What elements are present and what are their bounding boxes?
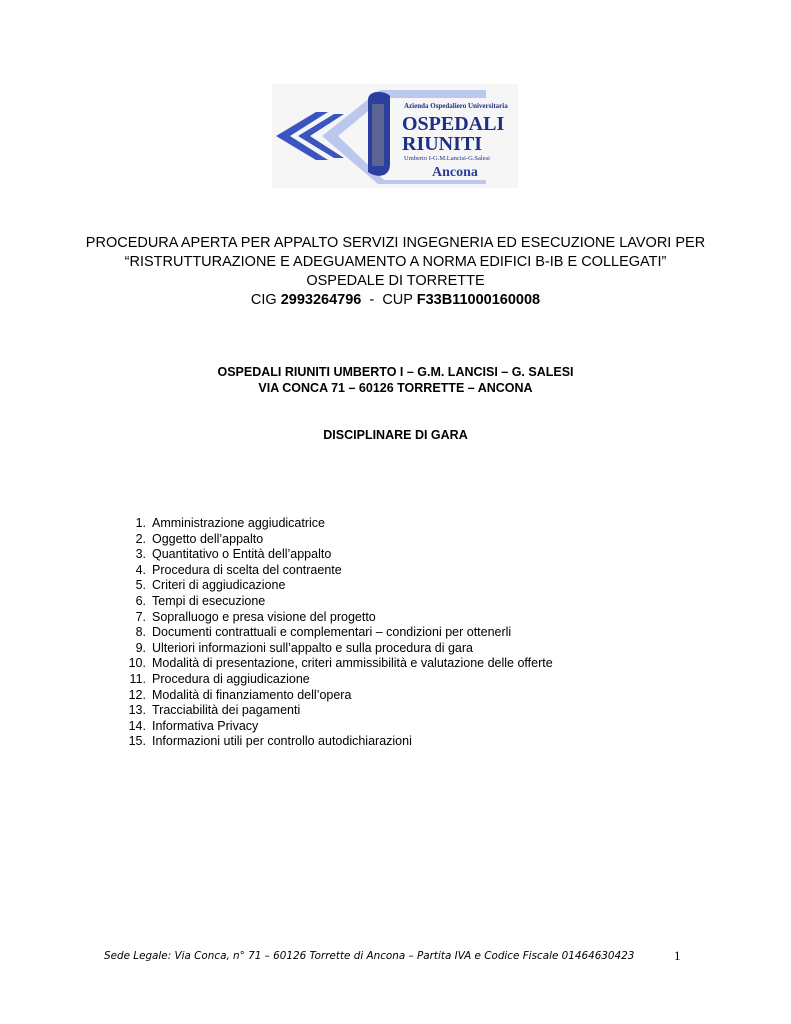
toc-item-label: Informativa Privacy: [152, 718, 259, 733]
toc-item: [120, 672, 553, 688]
cup-value: F33B11000160008: [416, 292, 541, 308]
logo-line3: RIUNITI: [402, 133, 483, 155]
procedure-title-line1: PROCEDURA APERTA PER APPALTO SERVIZI INGEGNERIA ED ESECUZIONE LAVORI PER: [85, 235, 706, 251]
toc-item-label: Ulteriori informazioni sull’appalto e sulla procedura di gara: [152, 640, 473, 655]
toc-item-number: 7.: [135, 609, 146, 624]
toc-item-number: 8.: [135, 625, 146, 640]
logo-line5: Ancona: [432, 165, 478, 180]
toc-item-number: 3.: [135, 547, 146, 562]
table-of-contents: [120, 516, 553, 750]
toc-item-number: 14.: [128, 718, 146, 733]
toc-item-number: 13.: [128, 703, 146, 718]
toc-item-label: Documenti contrattuali e complementari – condizioni per ottenerli: [152, 625, 512, 640]
toc-item: [120, 563, 553, 579]
toc-item: [120, 594, 553, 610]
toc-item-number: 9.: [135, 640, 146, 655]
toc-item-label: Tempi di esecuzione: [152, 593, 266, 608]
toc-item: [120, 641, 553, 657]
toc-item-number: 15.: [128, 734, 146, 749]
page-number: 1: [674, 948, 681, 963]
document-title: DISCIPLINARE DI GARA: [323, 428, 468, 442]
toc-item-number: 4.: [135, 562, 146, 577]
toc-item: [120, 516, 553, 532]
entity-address: VIA CONCA 71 – 60126 TORRETTE – ANCONA: [258, 381, 533, 395]
logo-line4: Umberto I-G.M.Lancisi-G.Salesi: [404, 155, 490, 162]
toc-item-number: 1.: [135, 516, 146, 530]
toc-item: [120, 610, 553, 626]
toc-item-label: Oggetto dell’appalto: [152, 531, 264, 546]
toc-item-label: Modalità di finanziamento dell’opera: [152, 687, 352, 702]
toc-item-label: Procedura di aggiudicazione: [152, 671, 310, 686]
toc-item-label: Modalità di presentazione, criteri ammissibilità e valutazione delle offerte: [152, 656, 553, 671]
toc-item: [120, 656, 553, 672]
toc-item-label: Sopralluogo e presa visione del progetto: [152, 609, 376, 624]
procedure-title-line2: “RISTRUTTURAZIONE E ADEGUAMENTO A NORMA EDIFICI B-IB E COLLEGATI”: [124, 254, 667, 270]
logo-line2: OSPEDALI: [402, 113, 505, 135]
toc-item-number: 5.: [135, 578, 146, 593]
toc-item: [120, 688, 553, 704]
toc-item-number: 11.: [129, 671, 146, 686]
toc-item: [120, 703, 553, 719]
toc-item: [120, 547, 553, 563]
toc-item-label: Amministrazione aggiudicatrice: [152, 516, 325, 530]
hospital-logo: [272, 84, 518, 188]
toc-item-label: Quantitativo o Entità dell’appalto: [152, 547, 332, 562]
cig-value: 2993264796: [280, 292, 362, 308]
cup-label: CUP: [382, 292, 413, 308]
toc-item-number: 6.: [135, 593, 146, 608]
toc-item: [120, 578, 553, 594]
toc-item-label: Criteri di aggiudicazione: [152, 578, 286, 593]
cig-label: CIG: [250, 292, 277, 308]
footer-legal: Sede Legale: Via Conca, n° 71 – 60126 Torrette di Ancona – Partita IVA e Codice Fiscale 01464630423: [104, 950, 635, 962]
toc-item: [120, 734, 553, 750]
toc-item: [120, 532, 553, 548]
separator: -: [369, 292, 375, 308]
toc-item-number: 2.: [135, 531, 146, 546]
toc-item-label: Tracciabilità dei pagamenti: [152, 703, 301, 718]
toc-item: [120, 719, 553, 735]
entity-name: OSPEDALI RIUNITI UMBERTO I – G.M. LANCISI – G. SALESI: [217, 365, 574, 379]
toc-item-number: 12.: [128, 687, 146, 702]
toc-item-label: Procedura di scelta del contraente: [152, 562, 342, 577]
logo-line1: Azienda Ospedaliero Universitaria: [404, 102, 508, 110]
toc-item-number: 10.: [128, 656, 146, 671]
toc-item: [120, 625, 553, 641]
cig-cup-line: [60, 291, 731, 310]
procedure-title-line3: OSPEDALE DI TORRETTE: [306, 273, 485, 289]
toc-item-label: Informazioni utili per controllo autodichiarazioni: [152, 734, 412, 749]
